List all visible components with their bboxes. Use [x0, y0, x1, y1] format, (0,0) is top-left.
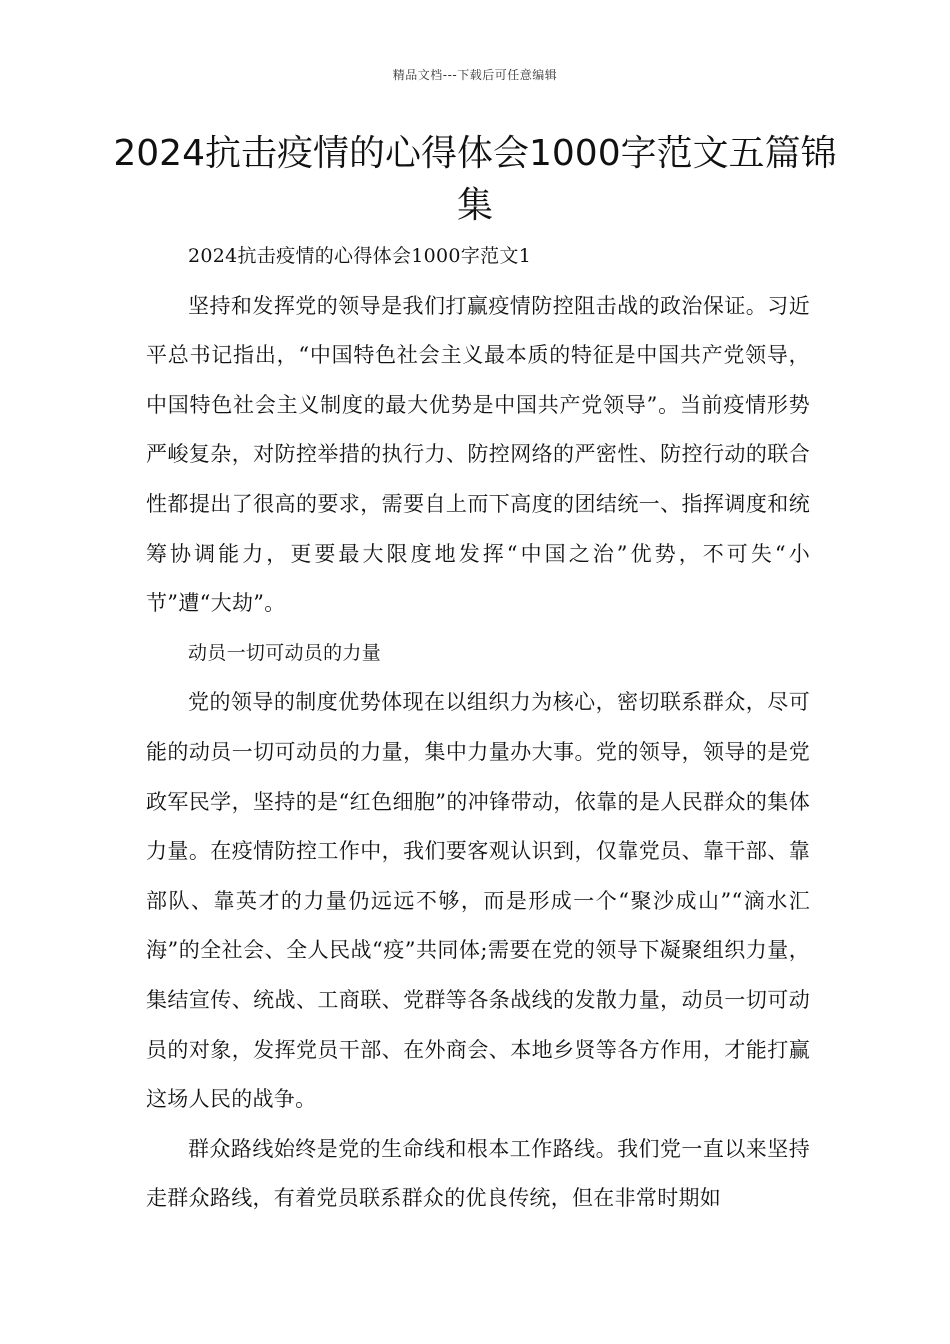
document-title: 2024抗击疫情的心得体会1000字范文五篇锦集	[113, 133, 837, 226]
document-body	[146, 232, 810, 1224]
section-heading-1: 2024抗击疫情的心得体会1000字范文1	[188, 245, 532, 267]
body-paragraph-2: 党的领导的制度优势体现在以组织力为核心，密切联系群众，尽可能的动员一切可动员的力量，集中力量办大事。党的领导，领导的是党政军民学，坚持的是“红色细胞”的冲锋带动，依靠的是人民群众的集体力量。在疫情防控工作中，我们要客观认识到，仅靠党员、靠干部、靠部队、靠英才的力量仍远远不够，而是形成一个“聚沙成山”“滴水汇海”的全社会、全人民战“疫”共同体;需要在党的领导下凝聚组织力量，集结宣传、统战、工商联、党群等各条战线的发散力量，动员一切可动员的对象，发挥党员干部、在外商会、本地乡贤等各方作用，才能打赢这场人民的战争。	[146, 690, 810, 1112]
body-paragraph-3: 群众路线始终是党的生命线和根本工作路线。我们党一直以来坚持走群众路线，有着党员联系群众的优良传统，但在非常时期如	[146, 1136, 810, 1211]
section-heading-2: 动员一切可动员的力量	[188, 641, 382, 664]
header-note: 精品文档---下载后可任意编辑	[392, 68, 558, 82]
body-paragraph-1: 坚持和发挥党的领导是我们打赢疫情防控阻击战的政治保证。习近平总书记指出，“中国特色社会主义最本质的特征是中国共产党领导，中国特色社会主义制度的最大优势是中国共产党领导”。当前疫情形势严峻复杂，对防控举措的执行力、防控网络的严密性、防控行动的联合性都提出了很高的要求，需要自上而下高度的团结统一、指挥调度和统筹协调能力，更要最大限度地发挥“中国之治”优势，不可失“小节”遭“大劫”。	[146, 293, 810, 616]
